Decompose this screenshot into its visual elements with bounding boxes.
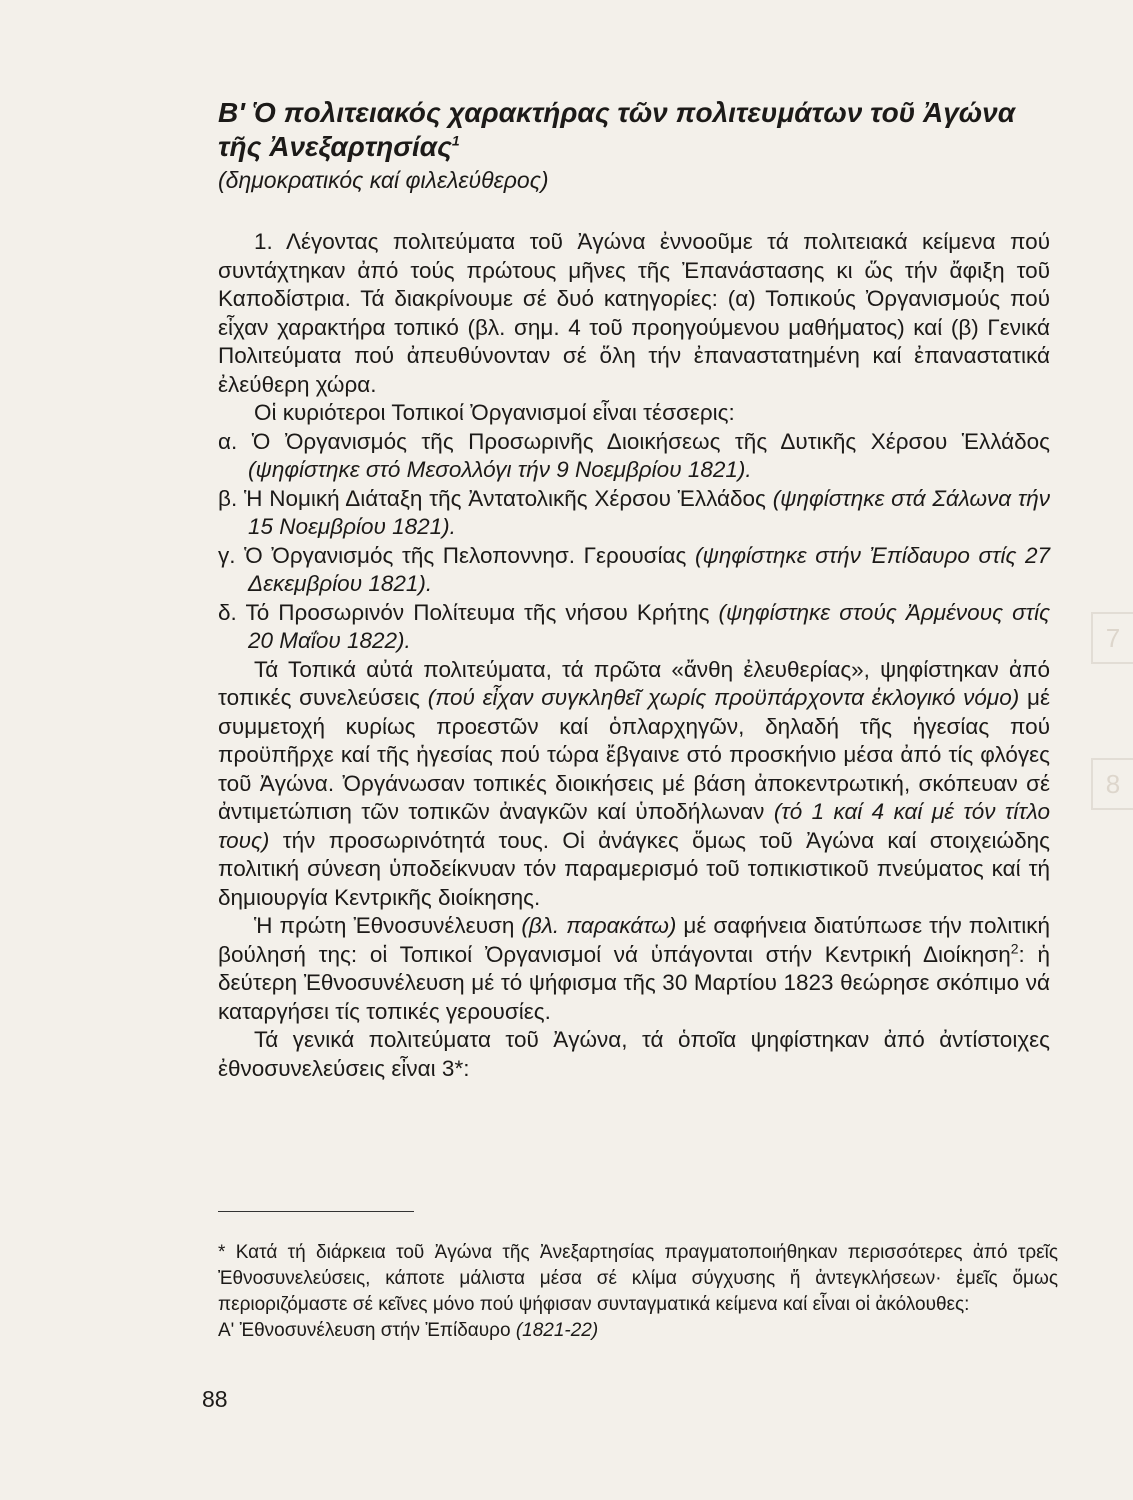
list-item-note: (ψηφίστηκε στό Μεσολλόγι τήν 9 Νοεμβρίου 1821). [248,457,752,482]
list-item-note: (ψηφίστηκε στήν Ἐπίδαυρο στίς 27 Δεκεμβρίου 1821). [248,542,1050,596]
list-item-b [218,485,1050,542]
list-item-c [218,542,1050,599]
footnote-divider [218,1211,414,1212]
italic-run: (τό 1 καί 4 καί μέ τόν τίτλο τους) [218,799,1050,853]
paragraph-3 [218,656,1050,913]
page-number: 88 [202,1386,228,1412]
italic-run: (πού εἶχαν συγκληθεῖ χωρίς προϋπάρχοντα ἐκλογικό νόμο) [427,685,1020,710]
list-item-note: (ψηφίστηκε στούς Ἀρμένους στίς 20 Μαΐου 1822). [248,599,1051,653]
footnote-star-ref: *: [454,1055,470,1081]
text-run: : ἡ δεύτερη Ἐθνοσυνέλευση μέ τό ψήφισμα τῆς 30 Μαρτίου 1823 θεώρησε σκόπιμο νά καταργήσει τίς τοπικές γερουσίες. [218,941,1050,1024]
text-run: Τά γενικά πολιτεύματα τοῦ Ἀγώνα, τά ὁποῖα ψηφίστηκαν ἀπό ἀντίστοιχες ἐθνοσυνελεύσεις εἶναι 3 [218,1027,1050,1081]
paragraph-5 [218,1026,1050,1083]
section-heading [218,96,1078,196]
text-run: Τά Τοπικά αὐτά πολιτεύματα, τά πρῶτα «ἄνθη ἐλευθερίας», ψηφίστηκαν ἀπό τοπικές συνελεύσεις [218,656,1050,710]
text-run: Ἡ πρώτη Ἐθνοσυνέλευση [254,913,522,938]
list-item-text: β. Ἡ Νομική Διάταξη τῆς Ἀντατολικῆς Χέρσου Ἑλλάδος [218,485,773,511]
italic-run: (1821-22) [515,1320,599,1341]
list-item-text: δ. Τό Προσωρινόν Πολίτευμα τῆς νήσου Κρήτης [218,599,719,625]
list-item-d [218,599,1050,656]
text-run: μέ σαφήνεια διατύπωσε τήν πολιτική βούλησή της: οἱ Τοπικοί Ὀργανισμοί νά ὑπάγονται στήν Κεντρική Διοίκηση [218,913,1050,967]
footnote [218,1240,1058,1344]
footnote-text: * Κατά τή διάρκεια τοῦ Ἀγώνα τῆς Ἀνεξαρτησίας πραγματοποιήθηκαν περισσότερες ἀπό τρεῖς Ἐθνοσυνελεύσεις, κάποτε μάλιστα μέσα σέ κλίμα σύγχυσης ἤ ἀντεγκλήσεων· ἐμεῖς ὅμως περιοριζόμαστε σέ κεῖνες μόνο πού ψήφισαν συνταγματικά κείμενα καί εἶναι οἱ ἀκόλουθες: [218,1242,1058,1315]
heading-line-1: Β' Ὁ πολιτειακός χαρακτήρας τῶν πολιτευμάτων τοῦ Ἀγώνα [218,97,1016,128]
text-run: μέ συμμετοχή κυρίως προεστῶν καί ὁπλαρχηγῶν, δηλαδή τῆς ἡγεσίας πού προϋπῆρχε καί τῆς ἡγεσίας πού τώρα ἔβγαινε στό προσκήνιο μέσα ἀπό τίς φλόγες τοῦ Ἀγώνα. Ὀργάνωσαν τοπικές διοικήσεις μέ βάση ἀποκεντρωτική, σκόπευαν σέ ἀντιμετώπιση τῶν τοπικῶν ἀναγκῶν καί ὑποδήλωναν [218,685,1051,824]
body-text [218,228,1050,1083]
list-item-text: γ. Ὁ Ὀργανισμός τῆς Πελοποννησ. Γερουσίας [218,542,695,568]
list-item-text: α. Ὁ Ὀργανισμός τῆς Προσωρινῆς Διοικήσεως τῆς Δυτικῆς Χέρσου Ἑλλάδος [218,428,1050,454]
text-run: τήν προσωρινότητά τους. Οἱ ἀνάγκες ὅμως τοῦ Ἀγώνα καί στοιχειώδης πολιτική σύνεση ὑποδείκνυαν τόν παραμερισμό τοῦ τοπικιστικοῦ πνεύματος καί τή δημιουργία Κεντρικῆς διοίκησης. [218,827,1050,910]
list-item-note: (ψηφίστηκε στά Σάλωνα τήν 15 Νοεμβρίου 1821). [248,485,1050,539]
margin-tab-8: 8 [1091,758,1133,810]
footnote-ref-2: 2 [1010,940,1019,956]
paragraph-1: 1. Λέγοντας πολιτεύματα τοῦ Ἀγώνα ἐννοοῦμε τά πολιτειακά κείμενα πού συντάχτηκαν ἀπό τούς πρώτους μῆνες τῆς Ἐπανάστασης κι ὥς τήν ἄφιξη τοῦ Καποδίστρια. Τά διακρίνουμε σέ δυό κατηγορίες: (α) Τοπικούς Ὀργανισμούς πού εἶχαν χαρακτήρα τοπικό (βλ. σημ. 4 τοῦ προηγούμενου μαθήματος) καί (β) Γενικά Πολιτεύματα πού ἀπευθύνονταν σέ ὅλη τήν ἐπαναστατημένη καί ἐπαναστατικά ἐλεύθερη χώρα. [218,229,1050,397]
italic-run: (βλ. παρακάτω) [521,913,677,938]
paragraph-4 [218,912,1050,1026]
paragraph-2: Οἱ κυριότεροι Τοπικοί Ὀργανισμοί εἶναι τέσσερις: [254,400,735,425]
list-item-a [218,428,1050,485]
margin-tab-7: 7 [1091,612,1133,664]
footnote-ref-1: 1 [451,132,460,149]
heading-line-2: τῆς Ἀνεξαρτησίας [218,131,452,162]
text-run: Α' Ἐθνοσυνέλευση στήν Ἐπίδαυρο [218,1320,516,1341]
footnote-line-2 [218,1318,1058,1344]
heading-subtitle: (δημοκρατικός καί φιλελεύθερος) [218,167,549,193]
